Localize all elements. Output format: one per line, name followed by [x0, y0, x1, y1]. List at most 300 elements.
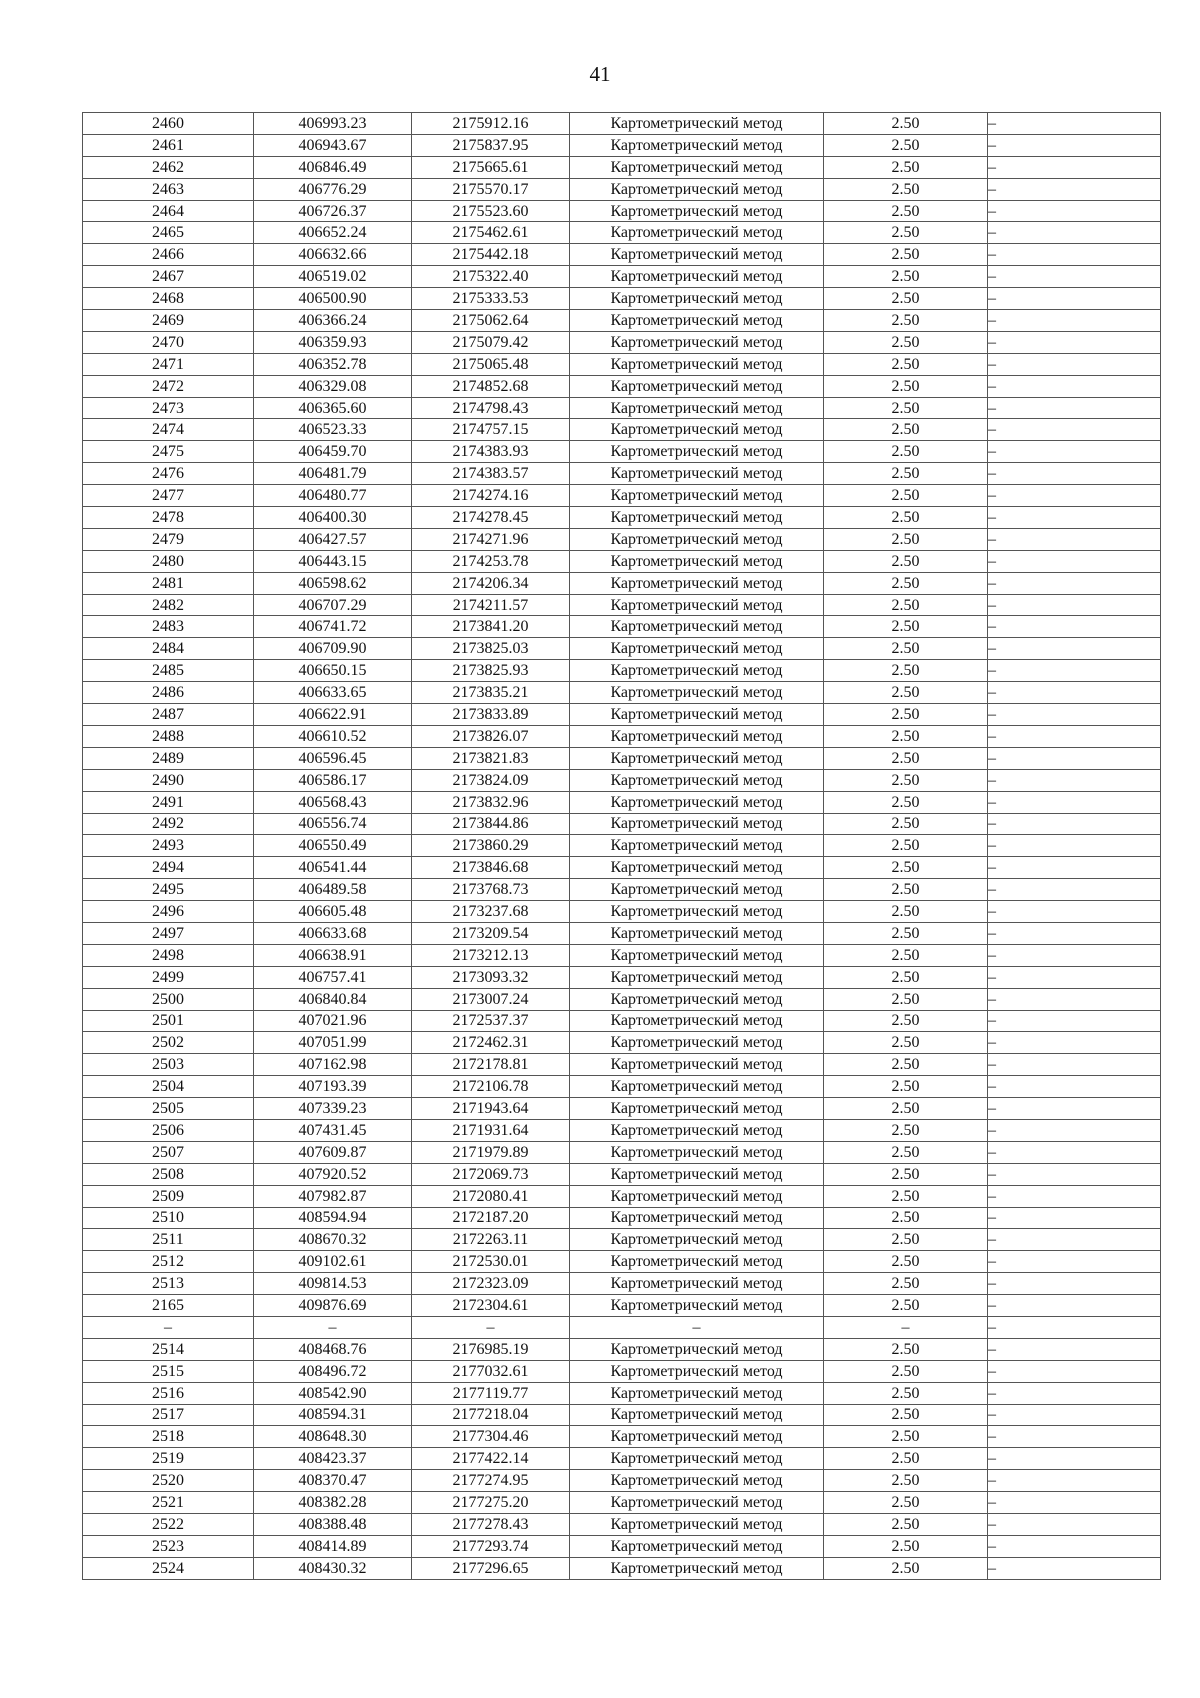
y-coordinate-cell: 2174206.34	[412, 572, 570, 594]
x-coordinate-cell: 406523.33	[254, 419, 412, 441]
x-coordinate-cell: 409814.53	[254, 1273, 412, 1295]
note-cell: –	[988, 1229, 1161, 1251]
table-row	[83, 879, 1161, 901]
point-number-cell: 2510	[83, 1207, 254, 1229]
x-coordinate-cell: 406596.45	[254, 747, 412, 769]
accuracy-cell: 2.50	[824, 966, 988, 988]
point-number-cell: 2493	[83, 835, 254, 857]
point-number-cell: 2472	[83, 375, 254, 397]
accuracy-cell: 2.50	[824, 1207, 988, 1229]
table-row	[83, 857, 1161, 879]
x-coordinate-cell: 406586.17	[254, 769, 412, 791]
method-cell: Картометрический метод	[570, 550, 824, 572]
point-number-cell: 2468	[83, 288, 254, 310]
accuracy-cell: 2.50	[824, 1032, 988, 1054]
method-cell: Картометрический метод	[570, 835, 824, 857]
y-coordinate-cell: 2173007.24	[412, 988, 570, 1010]
note-cell: –	[988, 200, 1161, 222]
note-cell: –	[988, 1163, 1161, 1185]
x-coordinate-cell: 406840.84	[254, 988, 412, 1010]
point-number-cell: 2490	[83, 769, 254, 791]
note-cell: –	[988, 1360, 1161, 1382]
method-cell: Картометрический метод	[570, 397, 824, 419]
y-coordinate-cell: 2177422.14	[412, 1448, 570, 1470]
method-cell: Картометрический метод	[570, 1119, 824, 1141]
x-coordinate-cell: 407982.87	[254, 1185, 412, 1207]
point-number-cell: 2466	[83, 244, 254, 266]
table-row	[83, 1032, 1161, 1054]
x-coordinate-cell: 407339.23	[254, 1098, 412, 1120]
point-number-cell: 2165	[83, 1295, 254, 1317]
y-coordinate-cell: 2177304.46	[412, 1426, 570, 1448]
method-cell: Картометрический метод	[570, 1207, 824, 1229]
point-number-cell: 2467	[83, 266, 254, 288]
x-coordinate-cell: 406443.15	[254, 550, 412, 572]
x-coordinate-cell: 406633.68	[254, 922, 412, 944]
x-coordinate-cell: 409876.69	[254, 1295, 412, 1317]
note-cell: –	[988, 747, 1161, 769]
note-cell: –	[988, 1514, 1161, 1536]
y-coordinate-cell: 2172263.11	[412, 1229, 570, 1251]
table-body	[83, 113, 1161, 1580]
y-coordinate-cell: 2177293.74	[412, 1535, 570, 1557]
method-cell: Картометрический метод	[570, 244, 824, 266]
point-number-cell: 2506	[83, 1119, 254, 1141]
method-cell: Картометрический метод	[570, 1448, 824, 1470]
table-row	[83, 310, 1161, 332]
point-number-cell: 2489	[83, 747, 254, 769]
note-cell: –	[988, 1207, 1161, 1229]
x-coordinate-cell: 407609.87	[254, 1141, 412, 1163]
y-coordinate-cell: 2177275.20	[412, 1492, 570, 1514]
note-cell: –	[988, 988, 1161, 1010]
x-coordinate-cell: 406650.15	[254, 660, 412, 682]
method-cell: Картометрический метод	[570, 463, 824, 485]
x-coordinate-cell: 406568.43	[254, 791, 412, 813]
table-row	[83, 594, 1161, 616]
point-number-cell: 2461	[83, 134, 254, 156]
y-coordinate-cell: 2173835.21	[412, 682, 570, 704]
table-row	[83, 1141, 1161, 1163]
method-cell: Картометрический метод	[570, 922, 824, 944]
method-cell: Картометрический метод	[570, 682, 824, 704]
x-coordinate-cell: 406943.67	[254, 134, 412, 156]
note-cell: –	[988, 156, 1161, 178]
accuracy-cell: 2.50	[824, 1010, 988, 1032]
y-coordinate-cell: 2177119.77	[412, 1382, 570, 1404]
y-coordinate-cell: 2173825.93	[412, 660, 570, 682]
accuracy-cell: 2.50	[824, 988, 988, 1010]
table-row	[83, 1054, 1161, 1076]
x-coordinate-cell: 406359.93	[254, 331, 412, 353]
method-cell: Картометрический метод	[570, 375, 824, 397]
note-cell: –	[988, 485, 1161, 507]
x-coordinate-cell: 406598.62	[254, 572, 412, 594]
note-cell: –	[988, 725, 1161, 747]
table-row	[83, 1426, 1161, 1448]
method-cell: Картометрический метод	[570, 747, 824, 769]
table-row	[83, 244, 1161, 266]
note-cell: –	[988, 769, 1161, 791]
note-cell: –	[988, 922, 1161, 944]
point-number-cell: 2514	[83, 1338, 254, 1360]
y-coordinate-cell: 2177278.43	[412, 1514, 570, 1536]
method-cell: Картометрический метод	[570, 1360, 824, 1382]
note-cell: –	[988, 791, 1161, 813]
note-cell: –	[988, 331, 1161, 353]
y-coordinate-cell: 2173826.07	[412, 725, 570, 747]
x-coordinate-cell: 406622.91	[254, 704, 412, 726]
y-coordinate-cell: 2172080.41	[412, 1185, 570, 1207]
point-number-cell: 2494	[83, 857, 254, 879]
point-number-cell: 2478	[83, 507, 254, 529]
x-coordinate-cell: 406365.60	[254, 397, 412, 419]
note-cell: –	[988, 1492, 1161, 1514]
point-number-cell: 2492	[83, 813, 254, 835]
accuracy-cell: 2.50	[824, 901, 988, 923]
table-row	[83, 1535, 1161, 1557]
table-row	[83, 178, 1161, 200]
note-cell: –	[988, 1185, 1161, 1207]
note-cell: –	[988, 1251, 1161, 1273]
x-coordinate-cell: 408594.31	[254, 1404, 412, 1426]
table-row	[83, 747, 1161, 769]
y-coordinate-cell: 2177218.04	[412, 1404, 570, 1426]
method-cell: Картометрический метод	[570, 310, 824, 332]
method-cell: Картометрический метод	[570, 1054, 824, 1076]
accuracy-cell: 2.50	[824, 1076, 988, 1098]
y-coordinate-cell: 2173824.09	[412, 769, 570, 791]
method-cell: Картометрический метод	[570, 1163, 824, 1185]
point-number-cell: 2462	[83, 156, 254, 178]
x-coordinate-cell: 406459.70	[254, 441, 412, 463]
x-coordinate-cell: 406776.29	[254, 178, 412, 200]
y-coordinate-cell: 2177032.61	[412, 1360, 570, 1382]
table-row	[83, 572, 1161, 594]
accuracy-cell: 2.50	[824, 616, 988, 638]
y-coordinate-cell: 2175322.40	[412, 266, 570, 288]
table-row	[83, 156, 1161, 178]
x-coordinate-cell: 408496.72	[254, 1360, 412, 1382]
note-cell: –	[988, 288, 1161, 310]
accuracy-cell: 2.50	[824, 1360, 988, 1382]
accuracy-cell: 2.50	[824, 113, 988, 135]
table-row	[83, 288, 1161, 310]
x-coordinate-cell: 406633.65	[254, 682, 412, 704]
accuracy-cell: 2.50	[824, 1557, 988, 1579]
method-cell: Картометрический метод	[570, 988, 824, 1010]
note-cell: –	[988, 1010, 1161, 1032]
y-coordinate-cell: 2175333.53	[412, 288, 570, 310]
accuracy-cell: 2.50	[824, 835, 988, 857]
note-cell: –	[988, 682, 1161, 704]
y-coordinate-cell: 2175065.48	[412, 353, 570, 375]
note-cell: –	[988, 222, 1161, 244]
table-row	[83, 200, 1161, 222]
accuracy-cell: 2.50	[824, 1251, 988, 1273]
point-number-cell: –	[83, 1316, 254, 1338]
accuracy-cell: 2.50	[824, 682, 988, 704]
point-number-cell: 2500	[83, 988, 254, 1010]
method-cell: Картометрический метод	[570, 507, 824, 529]
x-coordinate-cell: 406541.44	[254, 857, 412, 879]
point-number-cell: 2520	[83, 1470, 254, 1492]
method-cell: Картометрический метод	[570, 331, 824, 353]
table-row	[83, 134, 1161, 156]
x-coordinate-cell: 407051.99	[254, 1032, 412, 1054]
accuracy-cell: 2.50	[824, 660, 988, 682]
y-coordinate-cell: 2175837.95	[412, 134, 570, 156]
y-coordinate-cell: 2173209.54	[412, 922, 570, 944]
accuracy-cell: 2.50	[824, 1382, 988, 1404]
accuracy-cell: 2.50	[824, 375, 988, 397]
y-coordinate-cell: 2173821.83	[412, 747, 570, 769]
note-cell: –	[988, 463, 1161, 485]
table-row	[83, 1185, 1161, 1207]
y-coordinate-cell: 2173093.32	[412, 966, 570, 988]
x-coordinate-cell: 406366.24	[254, 310, 412, 332]
note-cell: –	[988, 1098, 1161, 1120]
x-coordinate-cell: 406427.57	[254, 528, 412, 550]
y-coordinate-cell: 2173212.13	[412, 944, 570, 966]
x-coordinate-cell: 406556.74	[254, 813, 412, 835]
note-cell: –	[988, 1316, 1161, 1338]
table-row	[83, 1470, 1161, 1492]
y-coordinate-cell: 2174383.93	[412, 441, 570, 463]
method-cell: Картометрический метод	[570, 1251, 824, 1273]
y-coordinate-cell: 2173825.03	[412, 638, 570, 660]
y-coordinate-cell: 2175062.64	[412, 310, 570, 332]
method-cell: Картометрический метод	[570, 660, 824, 682]
y-coordinate-cell: 2175570.17	[412, 178, 570, 200]
y-coordinate-cell: 2173833.89	[412, 704, 570, 726]
point-number-cell: 2521	[83, 1492, 254, 1514]
note-cell: –	[988, 1119, 1161, 1141]
x-coordinate-cell: 406400.30	[254, 507, 412, 529]
y-coordinate-cell: 2172462.31	[412, 1032, 570, 1054]
note-cell: –	[988, 244, 1161, 266]
method-cell: Картометрический метод	[570, 638, 824, 660]
table-row	[83, 375, 1161, 397]
note-cell: –	[988, 1448, 1161, 1470]
x-coordinate-cell: 406352.78	[254, 353, 412, 375]
x-coordinate-cell: 408594.94	[254, 1207, 412, 1229]
x-coordinate-cell: 409102.61	[254, 1251, 412, 1273]
accuracy-cell: 2.50	[824, 1229, 988, 1251]
table-row	[83, 1338, 1161, 1360]
point-number-cell: 2519	[83, 1448, 254, 1470]
y-coordinate-cell: 2174757.15	[412, 419, 570, 441]
point-number-cell: 2491	[83, 791, 254, 813]
table-row	[83, 1360, 1161, 1382]
table-row	[83, 988, 1161, 1010]
table-row	[83, 1163, 1161, 1185]
accuracy-cell: 2.50	[824, 1054, 988, 1076]
point-number-cell: 2505	[83, 1098, 254, 1120]
x-coordinate-cell: 406610.52	[254, 725, 412, 747]
y-coordinate-cell: 2175442.18	[412, 244, 570, 266]
y-coordinate-cell: 2171931.64	[412, 1119, 570, 1141]
method-cell: Картометрический метод	[570, 1229, 824, 1251]
x-coordinate-cell: 406846.49	[254, 156, 412, 178]
y-coordinate-cell: 2174271.96	[412, 528, 570, 550]
point-number-cell: 2476	[83, 463, 254, 485]
method-cell: Картометрический метод	[570, 813, 824, 835]
point-number-cell: 2512	[83, 1251, 254, 1273]
accuracy-cell: 2.50	[824, 747, 988, 769]
point-number-cell: 2504	[83, 1076, 254, 1098]
accuracy-cell: 2.50	[824, 1514, 988, 1536]
point-number-cell: 2502	[83, 1032, 254, 1054]
accuracy-cell: 2.50	[824, 879, 988, 901]
point-number-cell: 2483	[83, 616, 254, 638]
table-row	[83, 1448, 1161, 1470]
accuracy-cell: 2.50	[824, 1426, 988, 1448]
accuracy-cell: 2.50	[824, 1448, 988, 1470]
note-cell: –	[988, 1382, 1161, 1404]
note-cell: –	[988, 572, 1161, 594]
accuracy-cell: 2.50	[824, 1295, 988, 1317]
note-cell: –	[988, 1273, 1161, 1295]
method-cell: Картометрический метод	[570, 113, 824, 135]
note-cell: –	[988, 835, 1161, 857]
note-cell: –	[988, 310, 1161, 332]
note-cell: –	[988, 550, 1161, 572]
table-row	[83, 222, 1161, 244]
note-cell: –	[988, 178, 1161, 200]
y-coordinate-cell: 2172069.73	[412, 1163, 570, 1185]
point-number-cell: 2469	[83, 310, 254, 332]
x-coordinate-cell: 406500.90	[254, 288, 412, 310]
point-number-cell: 2518	[83, 1426, 254, 1448]
y-coordinate-cell: 2174274.16	[412, 485, 570, 507]
note-cell: –	[988, 1054, 1161, 1076]
method-cell: Картометрический метод	[570, 1470, 824, 1492]
method-cell: Картометрический метод	[570, 528, 824, 550]
accuracy-cell: 2.50	[824, 244, 988, 266]
accuracy-cell: 2.50	[824, 1119, 988, 1141]
note-cell: –	[988, 1295, 1161, 1317]
method-cell: Картометрический метод	[570, 1557, 824, 1579]
note-cell: –	[988, 660, 1161, 682]
table-row	[83, 113, 1161, 135]
method-cell: Картометрический метод	[570, 594, 824, 616]
note-cell: –	[988, 1470, 1161, 1492]
x-coordinate-cell: 407162.98	[254, 1054, 412, 1076]
x-coordinate-cell: 406726.37	[254, 200, 412, 222]
accuracy-cell: 2.50	[824, 1141, 988, 1163]
x-coordinate-cell: 408648.30	[254, 1426, 412, 1448]
y-coordinate-cell: 2177274.95	[412, 1470, 570, 1492]
y-coordinate-cell: 2172178.81	[412, 1054, 570, 1076]
x-coordinate-cell: 407021.96	[254, 1010, 412, 1032]
table-row	[83, 441, 1161, 463]
method-cell: Картометрический метод	[570, 1535, 824, 1557]
point-number-cell: 2499	[83, 966, 254, 988]
point-number-cell: 2464	[83, 200, 254, 222]
method-cell: Картометрический метод	[570, 1514, 824, 1536]
table-row	[83, 813, 1161, 835]
note-cell: –	[988, 1404, 1161, 1426]
point-number-cell: 2515	[83, 1360, 254, 1382]
x-coordinate-cell: 406605.48	[254, 901, 412, 923]
note-cell: –	[988, 594, 1161, 616]
note-cell: –	[988, 1032, 1161, 1054]
method-cell: Картометрический метод	[570, 441, 824, 463]
point-number-cell: 2508	[83, 1163, 254, 1185]
point-number-cell: 2471	[83, 353, 254, 375]
note-cell: –	[988, 1426, 1161, 1448]
y-coordinate-cell: 2172537.37	[412, 1010, 570, 1032]
method-cell: Картометрический метод	[570, 200, 824, 222]
method-cell: Картометрический метод	[570, 288, 824, 310]
method-cell: Картометрический метод	[570, 222, 824, 244]
accuracy-cell: 2.50	[824, 507, 988, 529]
accuracy-cell: 2.50	[824, 725, 988, 747]
x-coordinate-cell: 407431.45	[254, 1119, 412, 1141]
table-row	[83, 528, 1161, 550]
accuracy-cell: 2.50	[824, 704, 988, 726]
y-coordinate-cell: 2173832.96	[412, 791, 570, 813]
point-number-cell: 2511	[83, 1229, 254, 1251]
method-cell: Картометрический метод	[570, 419, 824, 441]
point-number-cell: 2470	[83, 331, 254, 353]
note-cell: –	[988, 901, 1161, 923]
table-row	[83, 485, 1161, 507]
method-cell: Картометрический метод	[570, 944, 824, 966]
note-cell: –	[988, 857, 1161, 879]
x-coordinate-cell: 406993.23	[254, 113, 412, 135]
table-row	[83, 331, 1161, 353]
method-cell: Картометрический метод	[570, 156, 824, 178]
x-coordinate-cell: 406550.49	[254, 835, 412, 857]
x-coordinate-cell: 408542.90	[254, 1382, 412, 1404]
table-row	[83, 944, 1161, 966]
y-coordinate-cell: 2177296.65	[412, 1557, 570, 1579]
y-coordinate-cell: 2174798.43	[412, 397, 570, 419]
method-cell: Картометрический метод	[570, 1492, 824, 1514]
y-coordinate-cell: 2173846.68	[412, 857, 570, 879]
method-cell: Картометрический метод	[570, 353, 824, 375]
accuracy-cell: 2.50	[824, 922, 988, 944]
accuracy-cell: 2.50	[824, 331, 988, 353]
x-coordinate-cell: 406480.77	[254, 485, 412, 507]
accuracy-cell: 2.50	[824, 791, 988, 813]
table-row	[83, 1382, 1161, 1404]
x-coordinate-cell: 406709.90	[254, 638, 412, 660]
x-coordinate-cell: 408670.32	[254, 1229, 412, 1251]
accuracy-cell: 2.50	[824, 310, 988, 332]
point-number-cell: 2523	[83, 1535, 254, 1557]
point-number-cell: 2495	[83, 879, 254, 901]
table-row	[83, 1010, 1161, 1032]
y-coordinate-cell: 2173860.29	[412, 835, 570, 857]
accuracy-cell: 2.50	[824, 134, 988, 156]
accuracy-cell: 2.50	[824, 1185, 988, 1207]
table-row	[83, 1098, 1161, 1120]
point-number-cell: 2486	[83, 682, 254, 704]
note-cell: –	[988, 1535, 1161, 1557]
x-coordinate-cell: 406652.24	[254, 222, 412, 244]
point-number-cell: 2475	[83, 441, 254, 463]
table-row	[83, 616, 1161, 638]
point-number-cell: 2477	[83, 485, 254, 507]
accuracy-cell: 2.50	[824, 1404, 988, 1426]
method-cell: Картометрический метод	[570, 791, 824, 813]
accuracy-cell: 2.50	[824, 288, 988, 310]
point-number-cell: 2497	[83, 922, 254, 944]
table-row	[83, 1119, 1161, 1141]
